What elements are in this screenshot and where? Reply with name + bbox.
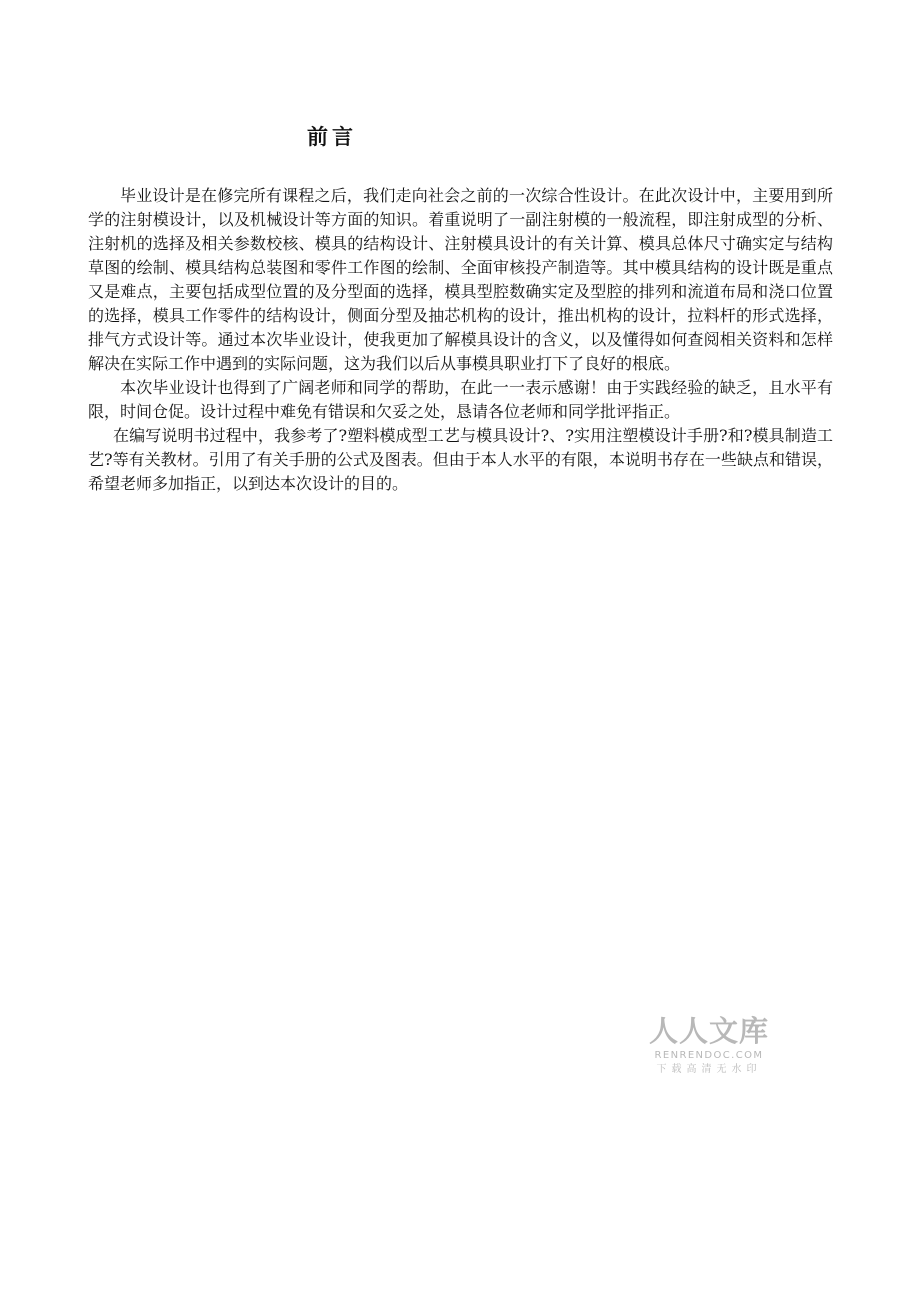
watermark-logo	[642, 1013, 776, 1078]
page-title: 前言	[307, 125, 357, 149]
watermark-main-text: 人人文库	[648, 1014, 769, 1048]
document-body	[88, 184, 833, 496]
paragraph-intro: 毕业设计是在修完所有课程之后，我们走向社会之前的一次综合性设计。在此次设计中，主要用到所学的注射模设计，以及机械设计等方面的知识。着重说明了一副注射模的一般流程，即注射成型的分析、注射机的选择及相关参数校核、模具的结构设计、注射模具设计的有关计算、模具总体尺寸确实定与结构草图的绘制、模具结构总装图和零件工作图的绘制、全面审核投产制造等。其中模具结构的设计既是重点又是难点，主要包括成型位置的及分型面的选择，模具型腔数确实定及型腔的排列和流道布局和浇口位置的选择，模具工作零件的结构设计，侧面分型及抽芯机构的设计，推出机构的设计，拉料杆的形式选择，排气方式设计等。通过本次毕业设计，使我更加了解模具设计的含义，以及懂得如何查阅相关资料和怎样解决在实际工作中遇到的实际问题，这为我们以后从事模具职业打下了良好的根底。	[88, 186, 833, 373]
paragraph-references: 在编写说明书过程中，我参考了?塑料模成型工艺与模具设计?、?实用注塑模设计手册?和?模具制造工艺?等有关教材。引用了有关手册的公式及图表。但由于本人水平的有限，本说明书存在一些缺点和错误，希望老师多加指正，以到达本次设计的目的。	[88, 426, 833, 493]
watermark-url: RENRENDOC.COM	[654, 1050, 764, 1061]
watermark-subtitle: 下载高清无水印	[656, 1064, 762, 1075]
paragraph-acknowledgement: 本次毕业设计也得到了广阔老师和同学的帮助，在此一一表示感谢！由于实践经验的缺乏，且水平有限，时间仓促。设计过程中难免有错误和欠妥之处，恳请各位老师和同学批评指正。	[88, 378, 833, 421]
